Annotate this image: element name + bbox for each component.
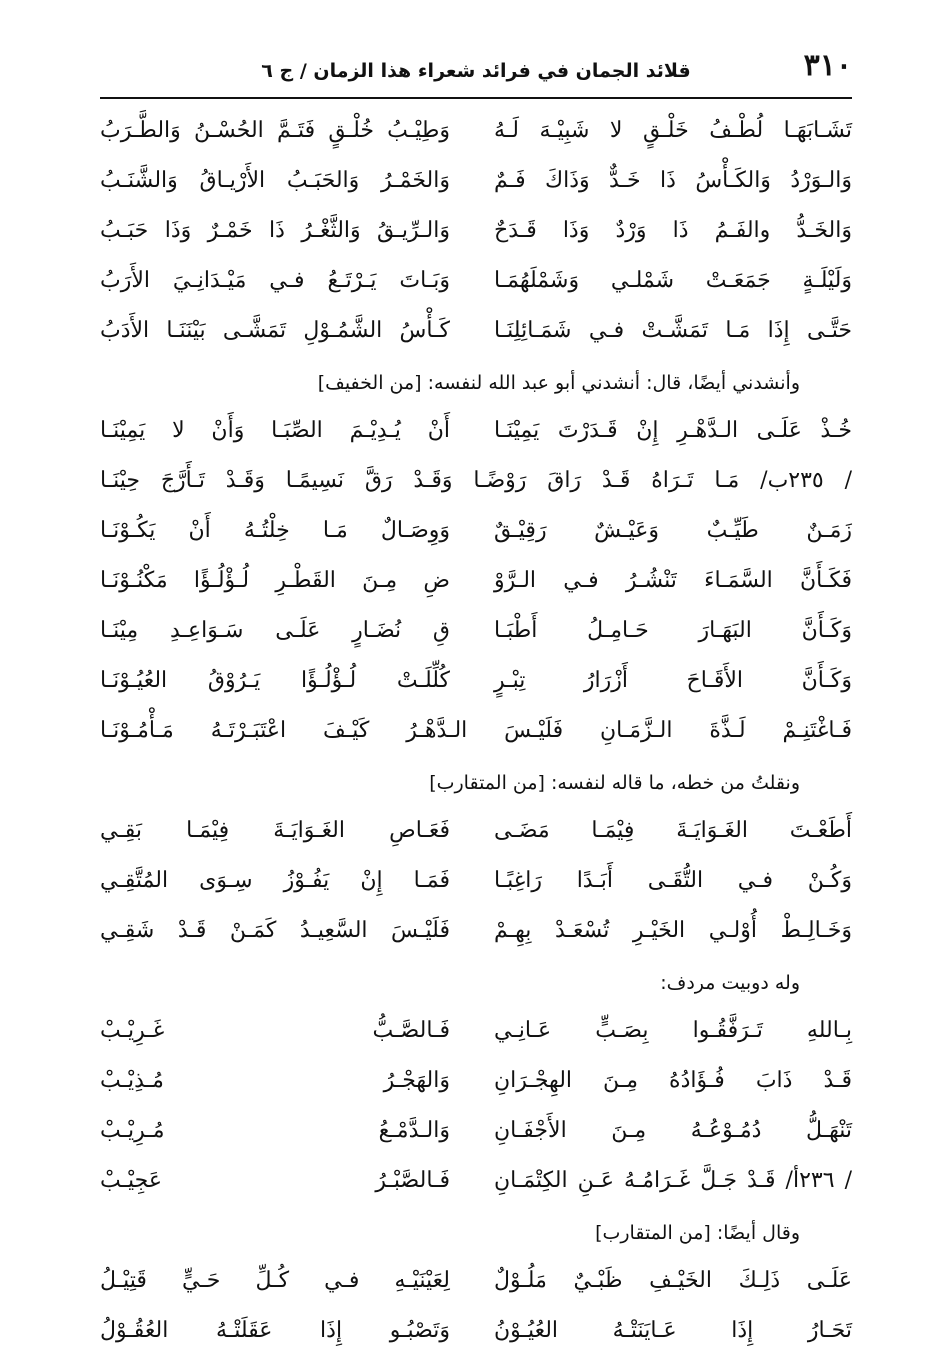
verse-second-hemistich: كَـأْسُ الشَّمُـوْلِ تَمَشَّـى بَيْنَنَـا الأَدَبُ [100, 318, 450, 343]
verse-first-hemistich: وَالـوَرْدُ وَالكَـأْسُ ذَا خَـدٌّ وَذَاكَ فَـمٌ [494, 168, 852, 193]
verse-second-hemistich: وَبَـاتَ يَـرْتَـعُ فـي مَيْـدَانِـيَ الأَرَبُ [100, 268, 450, 293]
verse-line [100, 910, 852, 960]
verse-first-hemistich: تَحَـارُ إِذَا عَـايَنَتْـهُ العُيُـوْنُ [494, 1318, 852, 1343]
verse-first-hemistich: تَنْهَـلُّ دُمُـوْعُـهُ مِـنَ الأَجْفَـانِ [494, 1118, 852, 1143]
verse-line [100, 560, 852, 610]
verse-line [100, 1110, 852, 1160]
header-rule [100, 97, 852, 99]
verse-second-hemistich: فَمَـا إِنْ يَفُـوْزُ سِـوَى المُتَّقِـي [100, 868, 450, 893]
verse-first-hemistich: تَشَـابَهَـا لُطْـفُ خَلْـقٍ لا شَبِيْـهَ لَـهُ [494, 118, 852, 143]
verse-first-hemistich: وَكُـنْ فـي التُّقَـى أَبَـدًا رَاغِبًـا [494, 868, 852, 893]
verse-first-hemistich: قَـدْ ذَابَ فُـؤَادُهُ مِـنَ الهِجْـرَانِ [494, 1068, 852, 1093]
verse-line [100, 1260, 852, 1310]
verse-first-hemistich: حَتَّـى إِذَا مَـا تَمَشَّـتْ فـي شَمَـائِلِنَـا [494, 318, 852, 343]
poem-intro-text: وله دوبيت مردف: [660, 972, 800, 994]
verse-second-hemistich: لِعَيْنَيْـهِ فـي كُـلِّ حَـيٍّ قَتِيْـلُ [100, 1268, 450, 1293]
running-title: قلائد الجمان في فرائد شعراء هذا الزمان / ج ٦ [261, 60, 691, 82]
verse-full-line: / ٢٣٥ب/ مَـا تَـرَاهُ قَـدْ رَاقَ رَوْضًـا وَقَـدْ رَقَّ نَسِيمًـا وَقَـدْ تَـأَرَّجَ حِيْنَـا [100, 468, 852, 493]
verse-second-hemistich: فَـالصَّـبُّ غَـرِيْـبْ [100, 1018, 450, 1043]
poem-intro [100, 360, 852, 410]
poem-intro [100, 760, 852, 810]
verse-line [100, 610, 852, 660]
verse-line [100, 410, 852, 460]
verse-second-hemistich: وَالخَمْـرُ وَالحَبَـبُ الأَرْيـاقُ وَالشَّنَـبُ [100, 168, 450, 193]
verse-second-hemistich: وَالـدَّمْـعُ مُـرِيْـبْ [100, 1118, 450, 1143]
verse-line [100, 260, 852, 310]
verse-full-line: فَـاغْتَنِـمْ لَـذَّةَ الـزَّمَـانِ فَلَيْـسَ الـدَّهْـرُ كَيْـفَ اعْتَبَـرْتَـهُ مَـأْمُـوْنَـا [100, 718, 852, 743]
verse-first-hemistich: وَلَيْلَـةٍ جَمَعَـتْ شَمْلـي وَشَمْلَهُمَـا [494, 268, 852, 293]
verse-second-hemistich: كُلِّلَـتْ لُـؤْلُـؤًا يَـرُوْقُ العُيُـوْنَـا [100, 668, 450, 693]
verse-second-hemistich: فَـالصَّبْـرُ عَجِيْـبْ [100, 1168, 450, 1193]
verse-line-full [100, 710, 852, 760]
verse-line [100, 860, 852, 910]
verse-second-hemistich: وَالهَجْـرُ مُـذِيْـبْ [100, 1068, 450, 1093]
verse-second-hemistich: وَالـرِّيـقُ وَالثَّغْـرُ ذَا خَمْـرٌ وَذَا حَبَـبُ [100, 218, 450, 243]
verse-line [100, 1310, 852, 1360]
verse-second-hemistich: وَوِصَـالٌ مَـا خِلْتُـهُ أَنْ يَكُـوْنَـا [100, 518, 450, 543]
verse-first-hemistich: / ٢٣٦أ/ قَـدْ جَـلَّ غَـرَامُـهُ عَـنِ الكِتْمَـانِ [494, 1168, 852, 1193]
verse-first-hemistich: وَكَـأَنَّ الأَقَـاحَ أَزْرَارُ تِبْـرٍ [494, 668, 852, 693]
verse-first-hemistich: أَطَعْـتَ الغَـوَايَـةَ فِيْمَـا مَضَـى [494, 818, 852, 843]
verse-line-full [100, 460, 852, 510]
verse-second-hemistich: وَتَصْبُـو إِذَا عَقَلَتْـهُ العُقُـوْلُ [100, 1318, 450, 1343]
verse-line [100, 1010, 852, 1060]
page-number: ٣١٠ [803, 48, 852, 83]
verse-line [100, 1160, 852, 1210]
page-header [100, 46, 852, 96]
verse-first-hemistich: وَكَـأَنَّ البَهَـارَ حَـامِـلُ أَطْبَـا [494, 618, 852, 643]
verse-line [100, 510, 852, 560]
verse-second-hemistich: فَعَـاصِ الغَـوَايَـةَ فِيْمَـا بَقِـي [100, 818, 450, 843]
verse-first-hemistich: وَخَـالِـطْ أُوْلـي الخَيْـرِ تُسْعَـدْ بِهِـمْ [494, 918, 852, 943]
verse-second-hemistich: فَلَيْـسَ السَّعِيـدُ كَمَـنْ قَـدْ شَقِـي [100, 918, 450, 943]
verse-first-hemistich: خُـذْ عَلَـى الـدَّهْـرِ إِنْ قَـدَرْتَ يَمِيْنَـا [494, 418, 852, 443]
verse-line [100, 110, 852, 160]
verse-first-hemistich: فَكَـأَنَّ السَّمَـاءَ تَنْشُـرُ فـي الـرَّوْ [494, 568, 852, 593]
verse-second-hemistich: ضِ مِـنَ القَطْـرِ لُـؤْلُـؤًا مَكْنُـوْنَـا [100, 568, 450, 593]
verse-line [100, 810, 852, 860]
verse-line [100, 660, 852, 710]
verse-second-hemistich: وَطِيْـبُ خُلْـقٍ فَتَـمَّ الحُسْـنُ وَالطَّـرَبُ [100, 118, 450, 143]
poem-intro-text: وأنشدني أيضًا، قال: أنشدني أبو عبد الله لنفسه: [من الخفيف] [317, 372, 800, 394]
poem-intro-text: وقال أيضًا: [من المتقارب] [595, 1222, 800, 1244]
verse-second-hemistich: قِ نُضَـارٍ عَلَـى سَـوَاعِـدِ مِيْنَـا [100, 618, 450, 643]
verse-first-hemistich: وَالخَـدُّ والفَـمُ ذَا وَرْدٌ وَذَا قَـدَحٌ [494, 218, 852, 243]
page-content [100, 110, 852, 1360]
poem-intro-text: ونقلتُ من خطه، ما قاله لنفسه: [من المتقارب] [429, 772, 800, 794]
verse-line [100, 1060, 852, 1110]
poem-intro [100, 1210, 852, 1260]
poem-intro [100, 960, 852, 1010]
verse-first-hemistich: زَمَـنٌ طَيِّـبٌ وَعَيْـشٌ رَقِيْـقٌ [494, 518, 852, 543]
verse-second-hemistich: أَنْ يُـدِيْـمَ الصِّبَـا وَأَنْ لا يَمِيْنَـا [100, 418, 450, 443]
verse-line [100, 310, 852, 360]
verse-first-hemistich: بِـاللهِ تَـرَفَّقُـوا بِصَـبٍّ عَـانِـي [494, 1018, 852, 1043]
verse-line [100, 160, 852, 210]
verse-line [100, 210, 852, 260]
verse-first-hemistich: عَلَـى ذَلِـكَ الخَيْـفِ ظَبْـيٌ مَلُـوْلٌ [494, 1268, 852, 1293]
